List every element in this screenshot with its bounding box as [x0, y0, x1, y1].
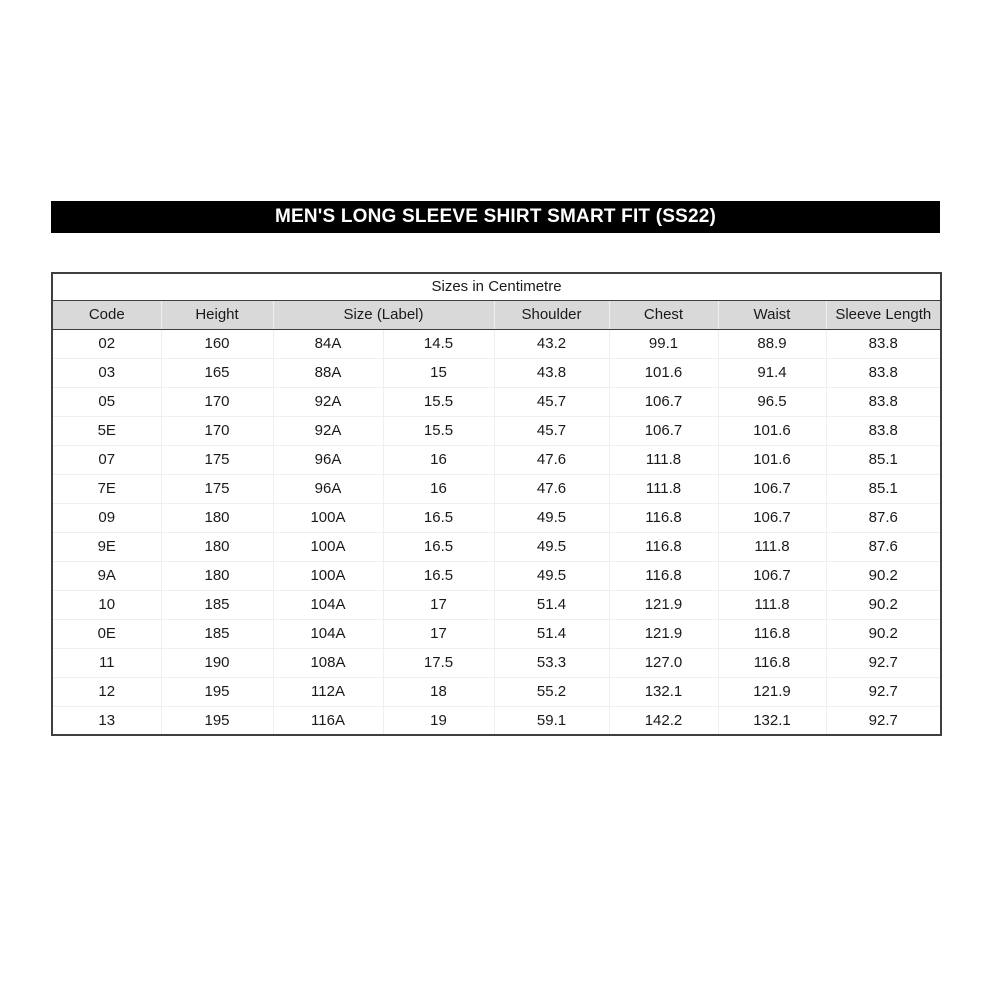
table-cell: 92.7: [826, 677, 941, 706]
table-cell: 88A: [273, 358, 383, 387]
table-cell: 10: [52, 590, 161, 619]
table-cell: 160: [161, 329, 273, 358]
table-cell: 83.8: [826, 329, 941, 358]
table-cell: 43.8: [494, 358, 609, 387]
table-cell: 9A: [52, 561, 161, 590]
table-row: [52, 387, 941, 416]
table-header-row: [52, 300, 941, 329]
table-cell: 19: [383, 706, 494, 735]
table-cell: 175: [161, 474, 273, 503]
table-cell: 100A: [273, 532, 383, 561]
table-cell: 5E: [52, 416, 161, 445]
table-cell: 7E: [52, 474, 161, 503]
table-cell: 96A: [273, 474, 383, 503]
table-cell: 104A: [273, 590, 383, 619]
table-body: [52, 329, 941, 735]
table-cell: 55.2: [494, 677, 609, 706]
table-cell: 180: [161, 532, 273, 561]
table-cell: 49.5: [494, 561, 609, 590]
table-cell: 17.5: [383, 648, 494, 677]
table-cell: 104A: [273, 619, 383, 648]
table-row: [52, 445, 941, 474]
col-header-size-label: Size (Label): [273, 300, 494, 329]
table-cell: 16.5: [383, 532, 494, 561]
table-cell: 116A: [273, 706, 383, 735]
table-cell: 92.7: [826, 706, 941, 735]
table-cell: 03: [52, 358, 161, 387]
table-cell: 45.7: [494, 416, 609, 445]
table-cell: 90.2: [826, 561, 941, 590]
table-row: [52, 677, 941, 706]
table-cell: 07: [52, 445, 161, 474]
table-row: [52, 706, 941, 735]
table-cell: 13: [52, 706, 161, 735]
page-title: MEN'S LONG SLEEVE SHIRT SMART FIT (SS22): [274, 206, 717, 227]
table-cell: 106.7: [718, 561, 826, 590]
table-cell: 83.8: [826, 387, 941, 416]
table-cell: 106.7: [609, 387, 718, 416]
table-cell: 132.1: [718, 706, 826, 735]
table-cell: 185: [161, 619, 273, 648]
table-row: [52, 416, 941, 445]
table-cell: 96A: [273, 445, 383, 474]
table-cell: 16.5: [383, 503, 494, 532]
table-cell: 16: [383, 445, 494, 474]
table-cell: 87.6: [826, 532, 941, 561]
table-row: [52, 474, 941, 503]
table-cell: 100A: [273, 503, 383, 532]
table-cell: 96.5: [718, 387, 826, 416]
table-cell: 49.5: [494, 503, 609, 532]
table-cell: 47.6: [494, 445, 609, 474]
table-cell: 15.5: [383, 416, 494, 445]
table-cell: 116.8: [609, 561, 718, 590]
table-cell: 16: [383, 474, 494, 503]
table-cell: 195: [161, 677, 273, 706]
table-cell: 121.9: [718, 677, 826, 706]
table-cell: 195: [161, 706, 273, 735]
table-cell: 100A: [273, 561, 383, 590]
col-header-code: Code: [52, 300, 161, 329]
table-cell: 14.5: [383, 329, 494, 358]
table-cell: 85.1: [826, 445, 941, 474]
table-cell: 99.1: [609, 329, 718, 358]
table-row: [52, 648, 941, 677]
table-cell: 111.8: [718, 532, 826, 561]
table-cell: 15.5: [383, 387, 494, 416]
table-cell: 45.7: [494, 387, 609, 416]
table-cell: 185: [161, 590, 273, 619]
table-cell: 101.6: [609, 358, 718, 387]
table-cell: 112A: [273, 677, 383, 706]
table-cell: 90.2: [826, 590, 941, 619]
table-cell: 170: [161, 416, 273, 445]
table-cell: 0E: [52, 619, 161, 648]
table-cell: 121.9: [609, 590, 718, 619]
table-cell: 170: [161, 387, 273, 416]
title-banner: [51, 201, 940, 233]
table-cell: 9E: [52, 532, 161, 561]
table-cell: 02: [52, 329, 161, 358]
col-header-height: Height: [161, 300, 273, 329]
table-cell: 09: [52, 503, 161, 532]
table-cell: 49.5: [494, 532, 609, 561]
col-header-sleeve-length: Sleeve Length: [826, 300, 941, 329]
table-cell: 51.4: [494, 619, 609, 648]
table-cell: 88.9: [718, 329, 826, 358]
table-cell: 92.7: [826, 648, 941, 677]
table-cell: 165: [161, 358, 273, 387]
table-cell: 51.4: [494, 590, 609, 619]
table-cell: 83.8: [826, 416, 941, 445]
table-cell: 106.7: [718, 474, 826, 503]
table-row: [52, 590, 941, 619]
table-cell: 132.1: [609, 677, 718, 706]
table-cell: 16.5: [383, 561, 494, 590]
table-cell: 180: [161, 561, 273, 590]
table-cell: 83.8: [826, 358, 941, 387]
table-cell: 180: [161, 503, 273, 532]
table-row: [52, 532, 941, 561]
table-cell: 87.6: [826, 503, 941, 532]
table-cell: 101.6: [718, 416, 826, 445]
table-cell: 92A: [273, 387, 383, 416]
table-cell: 142.2: [609, 706, 718, 735]
table-cell: 92A: [273, 416, 383, 445]
table-cell: 53.3: [494, 648, 609, 677]
table-cell: 47.6: [494, 474, 609, 503]
table-cell: 108A: [273, 648, 383, 677]
table-cell: 116.8: [609, 503, 718, 532]
table-cell: 111.8: [609, 474, 718, 503]
table-cell: 91.4: [718, 358, 826, 387]
table-cell: 17: [383, 590, 494, 619]
table-caption-row: [52, 273, 941, 300]
table-caption: Sizes in Centimetre: [52, 273, 941, 300]
col-header-chest: Chest: [609, 300, 718, 329]
table-cell: 101.6: [718, 445, 826, 474]
table-cell: 12: [52, 677, 161, 706]
table-cell: 116.8: [609, 532, 718, 561]
table-cell: 84A: [273, 329, 383, 358]
table-cell: 43.2: [494, 329, 609, 358]
col-header-shoulder: Shoulder: [494, 300, 609, 329]
table-cell: 111.8: [609, 445, 718, 474]
table-cell: 116.8: [718, 648, 826, 677]
table-cell: 05: [52, 387, 161, 416]
table-cell: 116.8: [718, 619, 826, 648]
table-cell: 190: [161, 648, 273, 677]
table-cell: 11: [52, 648, 161, 677]
table-row: [52, 561, 941, 590]
col-header-waist: Waist: [718, 300, 826, 329]
size-chart-table: [51, 272, 942, 736]
table-row: [52, 329, 941, 358]
table-cell: 121.9: [609, 619, 718, 648]
table-cell: 175: [161, 445, 273, 474]
table-cell: 85.1: [826, 474, 941, 503]
table-row: [52, 503, 941, 532]
table-row: [52, 619, 941, 648]
table-cell: 106.7: [718, 503, 826, 532]
table-cell: 111.8: [718, 590, 826, 619]
table-cell: 106.7: [609, 416, 718, 445]
table-cell: 127.0: [609, 648, 718, 677]
table-cell: 17: [383, 619, 494, 648]
table-cell: 15: [383, 358, 494, 387]
table-cell: 18: [383, 677, 494, 706]
table-cell: 59.1: [494, 706, 609, 735]
table-cell: 90.2: [826, 619, 941, 648]
table-row: [52, 358, 941, 387]
